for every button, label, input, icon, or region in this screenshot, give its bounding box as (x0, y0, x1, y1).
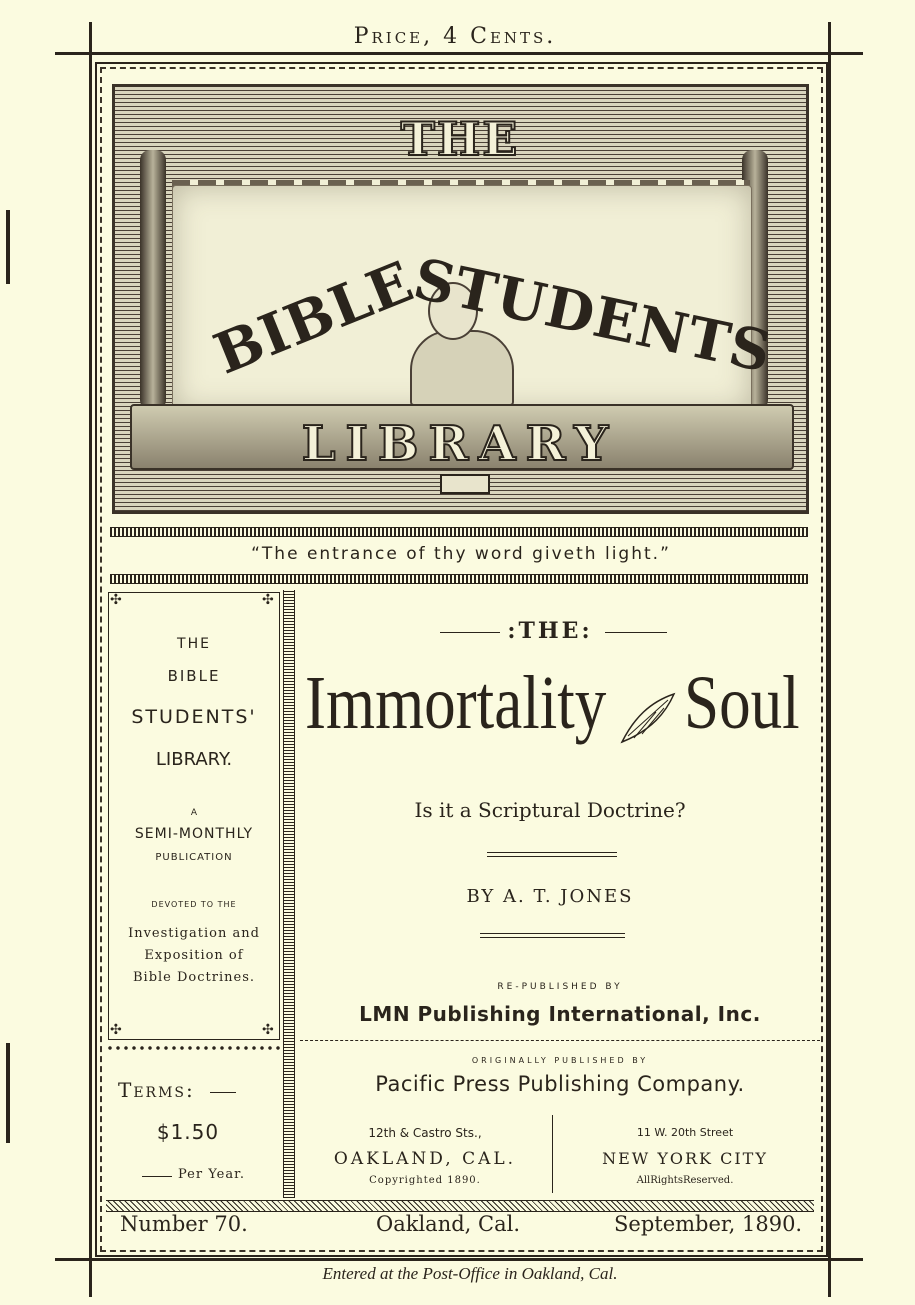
sidebar-the: THE (177, 636, 211, 652)
main-title-soul: Soul (684, 661, 800, 745)
main-subtitle: Is it a Scriptural Doctrine? (414, 798, 686, 822)
terms-price: $1.50 (156, 1120, 220, 1144)
banner-title (205, 225, 778, 388)
main-the: :THE: (507, 618, 593, 644)
corner-ornament-icon: ✣ (110, 1022, 122, 1038)
sidebar-a: A (190, 808, 198, 818)
shelf-ornament-icon (440, 474, 490, 494)
ornament-rule (487, 852, 617, 857)
sidebar-students: STUDENTS' (131, 706, 257, 728)
sidebar-library: LIBRARY. (155, 749, 233, 770)
sidebar-exposition: Exposition of (144, 948, 244, 963)
price-header: Price, 4 Cents. (353, 24, 557, 49)
original-label: ORIGINALLY PUBLISHED BY (471, 1056, 649, 1065)
the-rule-right (605, 632, 667, 633)
right-address-street: 11 W. 20th Street (636, 1126, 734, 1139)
banner-title-word-bible: BIBLE (205, 248, 423, 388)
corner-ornament-icon: ✣ (262, 1022, 274, 1038)
motto: “The entrance of thy word giveth light.” (251, 544, 671, 564)
banner-library: LIBRARY (301, 416, 619, 472)
sidebar-ornamental-border (283, 590, 295, 1198)
left-column-post (140, 150, 166, 410)
publisher-dashed-rule (300, 1040, 820, 1041)
corner-ornament-icon: ✣ (110, 592, 122, 608)
sidebar-investigation: Investigation and (128, 926, 260, 941)
banner-the: THE (400, 112, 520, 166)
left-address-street: 12th & Castro Sts., (368, 1126, 482, 1140)
footer-bar (108, 1212, 813, 1248)
republished-label: RE-PUBLISHED BY (497, 982, 623, 992)
crop-line-right (828, 22, 831, 1297)
staple-bottom (6, 1043, 10, 1143)
issue-date: September, 1890. (614, 1212, 803, 1236)
crop-line-left (89, 22, 92, 1297)
sidebar-semi-monthly: SEMI-MONTHLY (134, 826, 254, 842)
sidebar-doctrines: Bible Doctrines. (132, 970, 255, 985)
sidebar-bible: BIBLE (167, 667, 221, 685)
original-publisher: Pacific Press Publishing Company. (375, 1072, 745, 1096)
sidebar-devoted: DEVOTED TO THE (151, 900, 237, 909)
ornament-rule (480, 933, 625, 938)
left-address-note: Copyrighted 1890. (369, 1175, 481, 1186)
sidebar-publication: PUBLICATION (155, 852, 233, 863)
issue-number: Number 70. (120, 1212, 248, 1236)
terms-per-year: Per Year. (178, 1167, 246, 1182)
right-address-note: AllRightsReserved. (636, 1175, 734, 1186)
main-author: BY A. T. JONES (466, 886, 634, 907)
crop-line-bottom (55, 1258, 863, 1261)
dotted-rule (110, 574, 808, 584)
sidebar-dot-rule (106, 1043, 282, 1053)
per-year-dash (142, 1176, 172, 1177)
entered-notice: Entered at the Post-Office in Oakland, Cal. (322, 1264, 618, 1283)
republisher: LMN Publishing International, Inc. (359, 1002, 761, 1026)
banner-title-word-students: STUDENTS (408, 245, 778, 386)
staple-top (6, 210, 10, 284)
corner-ornament-icon: ✣ (262, 592, 274, 608)
address-divider (552, 1115, 553, 1193)
dotted-rule (110, 527, 808, 537)
terms-dash (210, 1092, 236, 1093)
main-title-immortality: Immortality (305, 661, 607, 745)
issue-place: Oakland, Cal. (376, 1212, 520, 1236)
right-address-city: NEW YORK CITY (602, 1149, 768, 1168)
crop-line-top (55, 52, 863, 55)
ornamental-of-the-icon (616, 688, 680, 752)
footer-hatched-rule (106, 1200, 814, 1212)
terms-label: Terms: (118, 1078, 195, 1102)
left-address-city: OAKLAND, CAL. (333, 1149, 517, 1169)
